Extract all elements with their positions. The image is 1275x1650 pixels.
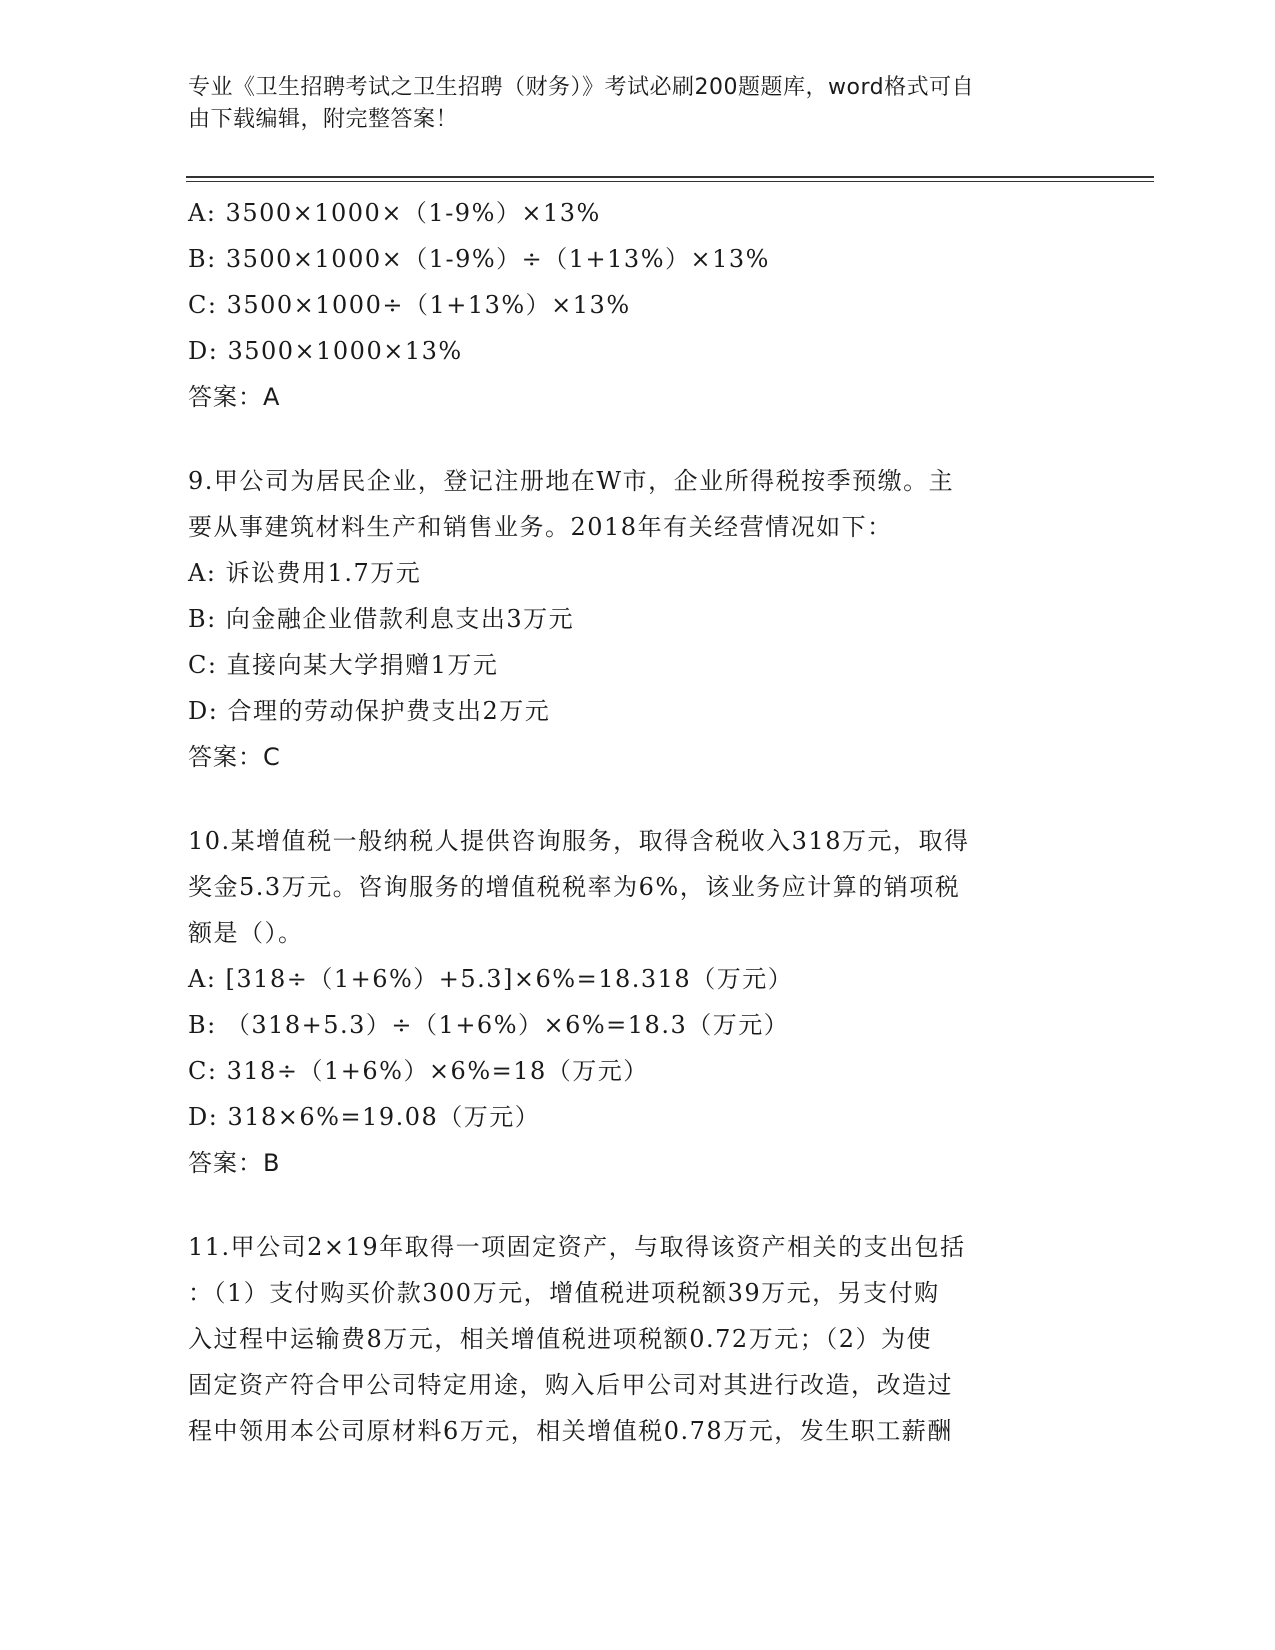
- option-b: B: 3500×1000×（1-9%）÷（1+13%）×13%: [188, 245, 770, 273]
- document-body: [188, 190, 1088, 1454]
- question-stem: 奖金5.3万元。咨询服务的增值税税率为6%，该业务应计算的销项税: [188, 873, 961, 901]
- question-10: [188, 818, 1088, 1186]
- question-stem: ：（1）支付购买价款300万元，增值税进项税额39万元，另支付购: [188, 1279, 940, 1307]
- question-stem: 额是（）。: [188, 919, 304, 947]
- question-stem: 10.某增值税一般纳税人提供咨询服务，取得含税收入318万元，取得: [188, 827, 970, 855]
- option-c: C: 318÷（1+6%）×6%=18（万元）: [188, 1057, 649, 1085]
- option-c: C: 直接向某大学捐赠1万元: [188, 651, 499, 679]
- header-line-2: 由下载编辑，附完整答案！: [188, 107, 459, 132]
- answer: 答案：B: [188, 1149, 281, 1177]
- question-stem: 程中领用本公司原材料6万元，相关增值税0.78万元，发生职工薪酬: [188, 1417, 953, 1445]
- option-a: A: [318÷（1+6%）+5.3]×6%=18.318（万元）: [188, 965, 794, 993]
- header-divider-thick: [186, 176, 1154, 178]
- question-stem: 要从事建筑材料生产和销售业务。2018年有关经营情况如下：: [188, 513, 893, 541]
- option-b: B: （318+5.3）÷（1+6%）×6%=18.3（万元）: [188, 1011, 790, 1039]
- header-line-1: 专业《卫生招聘考试之卫生招聘（财务）》考试必刷200题题库，word格式可自: [188, 75, 975, 100]
- answer: 答案：A: [188, 383, 281, 411]
- question-9: [188, 458, 1088, 780]
- option-a: A: 诉讼费用1.7万元: [188, 559, 422, 587]
- question-stem: 入过程中运输费8万元，相关增值税进项税额0.72万元；（2）为使: [188, 1325, 932, 1353]
- question-stem: 9.甲公司为居民企业，登记注册地在W市，企业所得税按季预缴。主: [188, 467, 955, 495]
- option-b: B: 向金融企业借款利息支出3万元: [188, 605, 575, 633]
- option-d: D: 3500×1000×13%: [188, 337, 463, 365]
- question-8: [188, 190, 1088, 420]
- document-header: [188, 72, 1068, 136]
- question-stem: 固定资产符合甲公司特定用途，购入后甲公司对其进行改造，改造过: [188, 1371, 953, 1399]
- option-d: D: 合理的劳动保护费支出2万元: [188, 697, 551, 725]
- option-a: A: 3500×1000×（1-9%）×13%: [188, 199, 601, 227]
- question-11: [188, 1224, 1088, 1454]
- question-stem: 11.甲公司2×19年取得一项固定资产，与取得该资产相关的支出包括: [188, 1233, 966, 1261]
- answer: 答案：C: [188, 743, 281, 771]
- header-divider-thin: [186, 181, 1154, 182]
- option-d: D: 318×6%=19.08（万元）: [188, 1103, 541, 1131]
- option-c: C: 3500×1000÷（1+13%）×13%: [188, 291, 631, 319]
